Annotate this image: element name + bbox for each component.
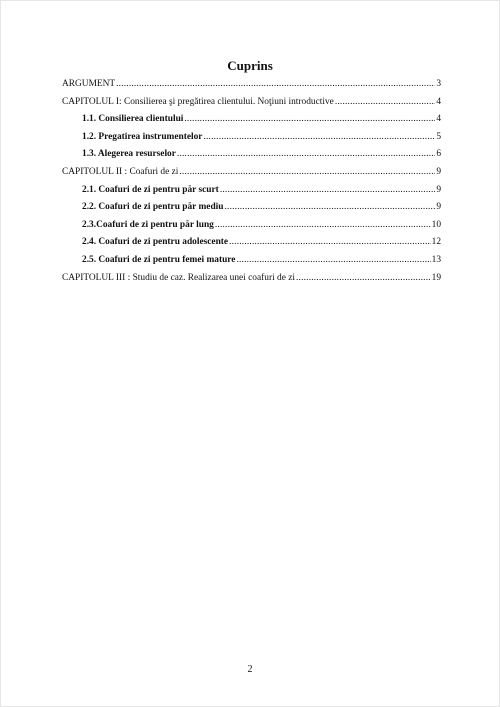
toc-entry-label: 2.5. Coafuri de zi pentru femei mature (82, 254, 236, 265)
toc-entry-page: 19 (431, 272, 441, 283)
toc-entry[interactable] (62, 167, 441, 185)
toc-entry-label: CAPITOLUL I: Consilierea şi pregătirea clientului. Noţiuni introductive (62, 96, 334, 107)
toc-entry-page: 3 (436, 79, 441, 89)
toc-entry-page: 5 (436, 131, 441, 142)
toc-entry[interactable] (62, 185, 441, 203)
dot-leader (335, 97, 435, 107)
toc-entry[interactable] (62, 79, 441, 97)
toc-entry[interactable] (62, 132, 441, 150)
toc-entry[interactable] (62, 237, 441, 255)
toc-entry[interactable] (62, 220, 441, 238)
dot-leader (203, 132, 435, 142)
toc-entry-page: 12 (431, 237, 441, 248)
toc-entry-label: 1.3. Alegerea resurselor (82, 149, 176, 160)
dot-leader (220, 185, 436, 195)
toc-entry-page: 9 (436, 184, 441, 195)
table-of-contents (62, 79, 441, 290)
dot-leader (179, 167, 435, 177)
toc-entry-page: 10 (431, 219, 441, 230)
toc-entry[interactable] (62, 114, 441, 132)
toc-entry[interactable] (62, 97, 441, 115)
page-number: 2 (247, 664, 253, 675)
toc-entry-label: 2.2. Coafuri de zi pentru păr mediu (82, 202, 224, 213)
dot-leader (184, 114, 435, 124)
toc-entry-page: 4 (436, 114, 441, 125)
toc-entry-label: CAPITOLUL III : Studiu de caz. Realizarea unei coafuri de zi (62, 272, 295, 283)
toc-entry-label: 2.3.Coafuri de zi pentru păr lung (82, 219, 214, 230)
toc-entry-page: 9 (436, 202, 441, 213)
dot-leader (225, 202, 436, 212)
toc-entry-label: CAPITOLUL II : Coafuri de zi (62, 166, 179, 177)
toc-entry-page: 13 (431, 254, 441, 265)
toc-entry-page: 6 (436, 149, 441, 160)
toc-entry[interactable] (62, 149, 441, 167)
dot-leader (296, 273, 431, 283)
toc-entry-label: 2.1. Coafuri de zi pentru păr scurt (82, 184, 219, 195)
toc-entry-label: 1.1. Consilierea clientului (82, 114, 184, 125)
toc-entry-label: 2.4. Coafuri de zi pentru adolescente (82, 237, 229, 248)
toc-entry-page: 4 (436, 96, 441, 107)
toc-entry-page: 9 (436, 166, 441, 177)
toc-entry-label: 1.2. Pregatirea instrumentelor (82, 131, 203, 142)
dot-leader (116, 79, 435, 89)
dot-leader (215, 220, 431, 230)
page-title: Cuprins (227, 58, 273, 73)
dot-leader (177, 149, 435, 159)
toc-entry-label: ARGUMENT (62, 79, 116, 89)
dot-leader (236, 255, 430, 265)
dot-leader (229, 237, 431, 247)
toc-entry[interactable] (62, 273, 441, 291)
toc-entry[interactable] (62, 255, 441, 273)
toc-entry[interactable] (62, 202, 441, 220)
